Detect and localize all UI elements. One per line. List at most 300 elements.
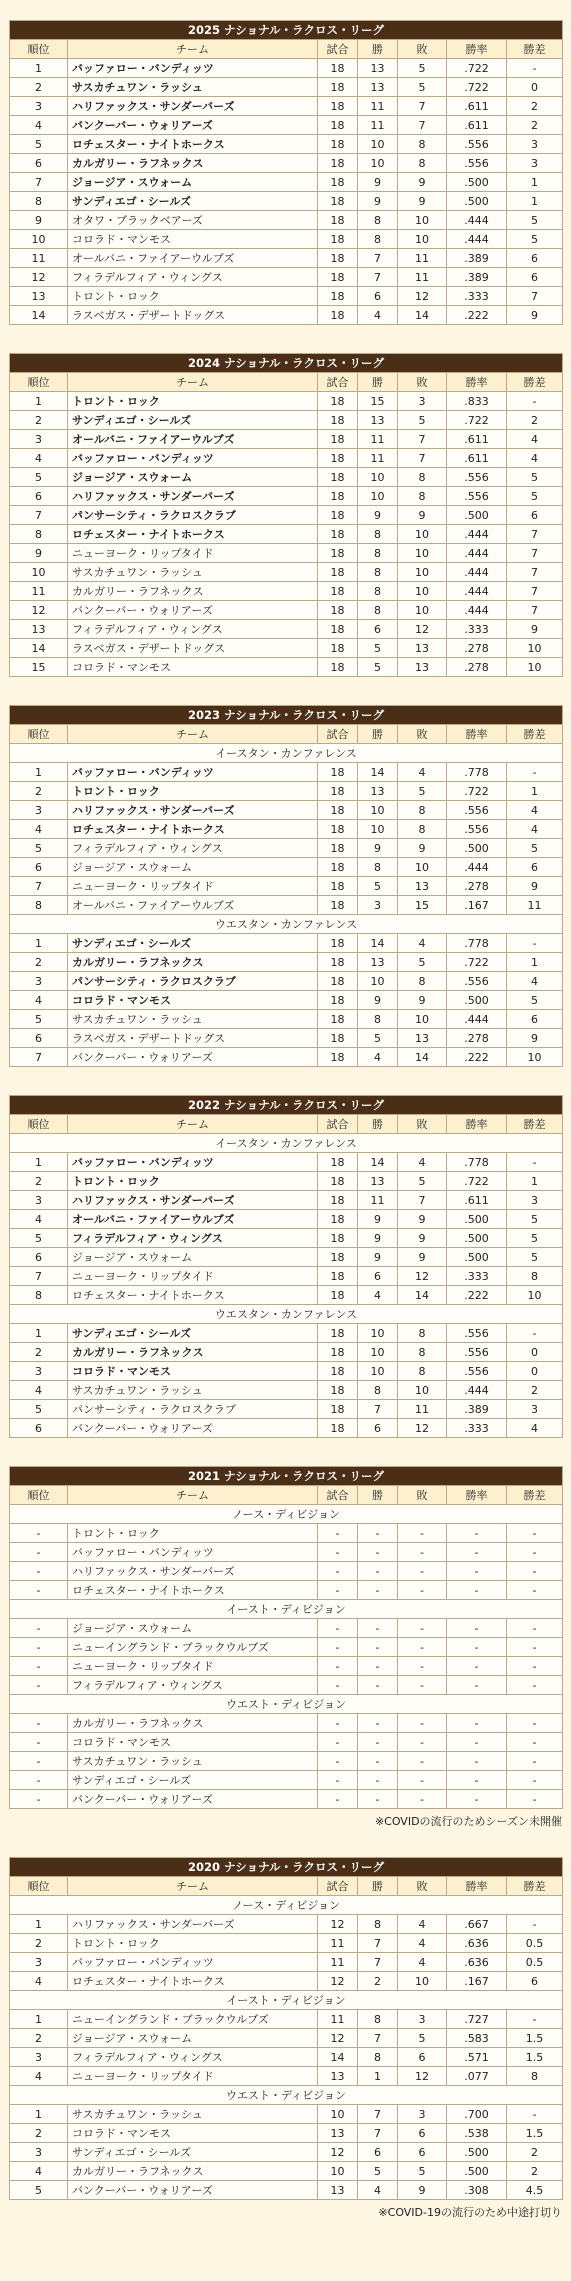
season-title-row xyxy=(10,706,563,725)
column-header-losses: 敗 xyxy=(398,725,447,744)
wins-cell: 7 xyxy=(358,2105,398,2124)
games-behind-cell: 4 xyxy=(507,1419,563,1438)
games-behind-cell: 5 xyxy=(507,1248,563,1267)
games-behind-cell: 7 xyxy=(507,287,563,306)
losses-cell: 3 xyxy=(398,2010,447,2029)
losses-cell: 7 xyxy=(398,116,447,135)
pct-cell: .722 xyxy=(447,782,507,801)
games-behind-cell: 5 xyxy=(507,839,563,858)
wins-cell: 7 xyxy=(358,1934,398,1953)
table-row xyxy=(10,287,563,306)
wins-cell: 8 xyxy=(358,858,398,877)
wins-cell: 13 xyxy=(358,78,398,97)
games-cell: 18 xyxy=(318,525,358,544)
table-row xyxy=(10,620,563,639)
pct-cell: .556 xyxy=(447,820,507,839)
table-row xyxy=(10,639,563,658)
conference-name: イースタン・カンファレンス xyxy=(10,1134,563,1153)
games-behind-cell: 6 xyxy=(507,506,563,525)
team-name-cell: ハリファックス・サンダーバーズ xyxy=(68,1562,318,1581)
games-cell: 18 xyxy=(318,154,358,173)
pct-cell: .077 xyxy=(447,2067,507,2086)
losses-cell: 9 xyxy=(398,1210,447,1229)
pct-cell: .444 xyxy=(447,1381,507,1400)
games-behind-cell: 3 xyxy=(507,1191,563,1210)
table-row xyxy=(10,1733,563,1752)
losses-cell: 8 xyxy=(398,468,447,487)
games-behind-cell: 0 xyxy=(507,1343,563,1362)
wins-cell: 9 xyxy=(358,839,398,858)
column-header-row xyxy=(10,1877,563,1896)
losses-cell: 7 xyxy=(398,449,447,468)
table-row xyxy=(10,934,563,953)
games-behind-cell: 1 xyxy=(507,173,563,192)
pct-cell: .500 xyxy=(447,2162,507,2181)
games-cell: - xyxy=(318,1638,358,1657)
pct-cell: .556 xyxy=(447,154,507,173)
column-header-wins: 勝 xyxy=(358,1877,398,1896)
rank-cell: 1 xyxy=(10,2010,68,2029)
pct-cell: .444 xyxy=(447,525,507,544)
games-cell: 12 xyxy=(318,2029,358,2048)
team-name-cell: カルガリー・ラフネックス xyxy=(68,953,318,972)
team-name-cell: フィラデルフィア・ウィングス xyxy=(68,1229,318,1248)
wins-cell: 9 xyxy=(358,1248,398,1267)
wins-cell: 8 xyxy=(358,1915,398,1934)
wins-cell: 11 xyxy=(358,1191,398,1210)
wins-cell: 6 xyxy=(358,620,398,639)
team-name-cell: ニューヨーク・リップタイド xyxy=(68,544,318,563)
losses-cell: 8 xyxy=(398,487,447,506)
pct-cell: - xyxy=(447,1714,507,1733)
pct-cell: .722 xyxy=(447,1172,507,1191)
rank-cell: 3 xyxy=(10,2048,68,2067)
rank-cell: 10 xyxy=(10,563,68,582)
table-row xyxy=(10,525,563,544)
rank-cell: 10 xyxy=(10,230,68,249)
rank-cell: 7 xyxy=(10,506,68,525)
team-name-cell: ジョージア・スウォーム xyxy=(68,1619,318,1638)
season-block xyxy=(9,20,571,325)
rank-cell: 14 xyxy=(10,306,68,325)
column-header-rank: 順位 xyxy=(10,725,68,744)
wins-cell: 13 xyxy=(358,59,398,78)
losses-cell: 6 xyxy=(398,2048,447,2067)
pct-cell: .222 xyxy=(447,1048,507,1067)
rank-cell: 2 xyxy=(10,1172,68,1191)
conference-name: ノース・ディビジョン xyxy=(10,1505,563,1524)
team-name-cell: カルガリー・ラフネックス xyxy=(68,582,318,601)
games-behind-cell: 0.5 xyxy=(507,1953,563,1972)
rank-cell: 4 xyxy=(10,116,68,135)
team-name-cell: ラスベガス・デザートドッグス xyxy=(68,1029,318,1048)
games-cell: 10 xyxy=(318,2162,358,2181)
games-cell: 13 xyxy=(318,2124,358,2143)
team-name-cell: コロラド・マンモス xyxy=(68,991,318,1010)
games-cell: 18 xyxy=(318,934,358,953)
pct-cell: .444 xyxy=(447,563,507,582)
losses-cell: 9 xyxy=(398,839,447,858)
pct-cell: .700 xyxy=(447,2105,507,2124)
pct-cell: .389 xyxy=(447,249,507,268)
team-name-cell: ロチェスター・ナイトホークス xyxy=(68,1581,318,1600)
team-name-cell: ニューイングランド・ブラックウルブズ xyxy=(68,1638,318,1657)
wins-cell: - xyxy=(358,1581,398,1600)
games-cell: 18 xyxy=(318,601,358,620)
losses-cell: 10 xyxy=(398,563,447,582)
wins-cell: 6 xyxy=(358,1267,398,1286)
games-cell: 18 xyxy=(318,858,358,877)
games-cell: - xyxy=(318,1543,358,1562)
table-row xyxy=(10,544,563,563)
rank-cell: 6 xyxy=(10,1419,68,1438)
rank-cell: 2 xyxy=(10,1934,68,1953)
table-row xyxy=(10,877,563,896)
games-behind-cell: 3 xyxy=(507,135,563,154)
table-row xyxy=(10,1048,563,1067)
pct-cell: .556 xyxy=(447,468,507,487)
column-header-wins: 勝 xyxy=(358,40,398,59)
games-cell: 12 xyxy=(318,1972,358,1991)
wins-cell: 10 xyxy=(358,135,398,154)
losses-cell: - xyxy=(398,1771,447,1790)
games-cell: 18 xyxy=(318,820,358,839)
rank-cell: 3 xyxy=(10,1953,68,1972)
season-title: 2021 ナショナル・ラクロス・リーグ xyxy=(10,1467,563,1486)
games-cell: 18 xyxy=(318,839,358,858)
losses-cell: 5 xyxy=(398,2029,447,2048)
team-name-cell: バンクーバー・ウォリアーズ xyxy=(68,601,318,620)
column-header-games: 試合 xyxy=(318,40,358,59)
games-behind-cell: - xyxy=(507,2105,563,2124)
team-name-cell: ニューヨーク・リップタイド xyxy=(68,2067,318,2086)
games-cell: 18 xyxy=(318,287,358,306)
games-behind-cell: 4 xyxy=(507,449,563,468)
season-title-row xyxy=(10,1858,563,1877)
games-cell: 18 xyxy=(318,468,358,487)
losses-cell: 8 xyxy=(398,1324,447,1343)
rank-cell: 13 xyxy=(10,620,68,639)
team-name-cell: コロラド・マンモス xyxy=(68,658,318,677)
table-row xyxy=(10,801,563,820)
wins-cell: 10 xyxy=(358,801,398,820)
team-name-cell: ジョージア・スウォーム xyxy=(68,173,318,192)
games-behind-cell: - xyxy=(507,59,563,78)
losses-cell: 13 xyxy=(398,877,447,896)
wins-cell: - xyxy=(358,1619,398,1638)
wins-cell: - xyxy=(358,1562,398,1581)
losses-cell: 12 xyxy=(398,1267,447,1286)
team-name-cell: ジョージア・スウォーム xyxy=(68,468,318,487)
games-cell: 18 xyxy=(318,230,358,249)
games-cell: 18 xyxy=(318,1229,358,1248)
team-name-cell: ロチェスター・ナイトホークス xyxy=(68,525,318,544)
losses-cell: 10 xyxy=(398,1972,447,1991)
team-name-cell: ハリファックス・サンダーバーズ xyxy=(68,487,318,506)
table-row xyxy=(10,392,563,411)
wins-cell: - xyxy=(358,1733,398,1752)
losses-cell: 10 xyxy=(398,525,447,544)
games-behind-cell: 7 xyxy=(507,563,563,582)
wins-cell: 8 xyxy=(358,2048,398,2067)
losses-cell: - xyxy=(398,1657,447,1676)
pct-cell: .583 xyxy=(447,2029,507,2048)
pct-cell: - xyxy=(447,1543,507,1562)
losses-cell: 10 xyxy=(398,1381,447,1400)
losses-cell: 4 xyxy=(398,1153,447,1172)
games-cell: 18 xyxy=(318,306,358,325)
wins-cell: 5 xyxy=(358,1029,398,1048)
pct-cell: .556 xyxy=(447,801,507,820)
conference-row xyxy=(10,1134,563,1153)
games-cell: 18 xyxy=(318,411,358,430)
rank-cell: 3 xyxy=(10,1191,68,1210)
rank-cell: 3 xyxy=(10,2143,68,2162)
rank-cell: 13 xyxy=(10,287,68,306)
rank-cell: - xyxy=(10,1581,68,1600)
table-row xyxy=(10,173,563,192)
table-row xyxy=(10,782,563,801)
games-cell: 18 xyxy=(318,268,358,287)
column-header-pct: 勝率 xyxy=(447,40,507,59)
rank-cell: 11 xyxy=(10,249,68,268)
wins-cell: 6 xyxy=(358,1419,398,1438)
wins-cell: 8 xyxy=(358,1010,398,1029)
rank-cell: 3 xyxy=(10,430,68,449)
table-row xyxy=(10,1191,563,1210)
losses-cell: 14 xyxy=(398,306,447,325)
pct-cell: .778 xyxy=(447,934,507,953)
team-name-cell: コロラド・マンモス xyxy=(68,2124,318,2143)
pct-cell: .308 xyxy=(447,2181,507,2200)
table-row xyxy=(10,1343,563,1362)
column-header-gb: 勝差 xyxy=(507,1486,563,1505)
table-row xyxy=(10,1324,563,1343)
games-behind-cell: 5 xyxy=(507,468,563,487)
column-header-losses: 敗 xyxy=(398,40,447,59)
team-name-cell: フィラデルフィア・ウィングス xyxy=(68,2048,318,2067)
pct-cell: .556 xyxy=(447,487,507,506)
table-row xyxy=(10,1524,563,1543)
losses-cell: 12 xyxy=(398,1419,447,1438)
column-header-games: 試合 xyxy=(318,373,358,392)
team-name-cell: パンサーシティ・ラクロスクラブ xyxy=(68,972,318,991)
team-name-cell: オールバニ・ファイアーウルブズ xyxy=(68,896,318,915)
wins-cell: 11 xyxy=(358,430,398,449)
pct-cell: .278 xyxy=(447,877,507,896)
losses-cell: - xyxy=(398,1733,447,1752)
pct-cell: .500 xyxy=(447,2143,507,2162)
games-cell: 18 xyxy=(318,1029,358,1048)
losses-cell: 11 xyxy=(398,1400,447,1419)
conference-name: イースト・ディビジョン xyxy=(10,1600,563,1619)
games-behind-cell: - xyxy=(507,1562,563,1581)
pct-cell: - xyxy=(447,1524,507,1543)
table-row xyxy=(10,1934,563,1953)
pct-cell: .333 xyxy=(447,287,507,306)
team-name-cell: バンクーバー・ウォリアーズ xyxy=(68,1419,318,1438)
table-row xyxy=(10,2010,563,2029)
pct-cell: .444 xyxy=(447,211,507,230)
wins-cell: 10 xyxy=(358,468,398,487)
rank-cell: 1 xyxy=(10,59,68,78)
games-cell: 18 xyxy=(318,449,358,468)
rank-cell: 4 xyxy=(10,820,68,839)
team-name-cell: ニューイングランド・ブラックウルブズ xyxy=(68,2010,318,2029)
wins-cell: 10 xyxy=(358,487,398,506)
wins-cell: 7 xyxy=(358,2124,398,2143)
conference-row xyxy=(10,1505,563,1524)
pct-cell: .500 xyxy=(447,173,507,192)
pct-cell: .556 xyxy=(447,972,507,991)
conference-name: ウエスト・ディビジョン xyxy=(10,1695,563,1714)
wins-cell: 15 xyxy=(358,392,398,411)
games-behind-cell: 1 xyxy=(507,192,563,211)
wins-cell: 14 xyxy=(358,763,398,782)
pct-cell: .444 xyxy=(447,544,507,563)
table-row xyxy=(10,506,563,525)
pct-cell: .538 xyxy=(447,2124,507,2143)
pct-cell: .778 xyxy=(447,763,507,782)
team-name-cell: トロント・ロック xyxy=(68,392,318,411)
wins-cell: 8 xyxy=(358,525,398,544)
games-behind-cell: 2 xyxy=(507,2143,563,2162)
rank-cell: 7 xyxy=(10,1267,68,1286)
wins-cell: - xyxy=(358,1524,398,1543)
team-name-cell: サンディエゴ・シールズ xyxy=(68,192,318,211)
column-header-rank: 順位 xyxy=(10,373,68,392)
games-cell: 18 xyxy=(318,173,358,192)
games-cell: 18 xyxy=(318,544,358,563)
table-row xyxy=(10,563,563,582)
season-title-row xyxy=(10,1467,563,1486)
pct-cell: .500 xyxy=(447,991,507,1010)
column-header-losses: 敗 xyxy=(398,1486,447,1505)
column-header-gb: 勝差 xyxy=(507,373,563,392)
column-header-losses: 敗 xyxy=(398,1877,447,1896)
table-row xyxy=(10,1381,563,1400)
conference-name: イースタン・カンファレンス xyxy=(10,744,563,763)
games-behind-cell: 2 xyxy=(507,2162,563,2181)
games-cell: 18 xyxy=(318,1419,358,1438)
column-header-team: チーム xyxy=(68,40,318,59)
rank-cell: - xyxy=(10,1638,68,1657)
pct-cell: .727 xyxy=(447,2010,507,2029)
games-behind-cell: - xyxy=(507,1790,563,1809)
games-behind-cell: - xyxy=(507,1657,563,1676)
losses-cell: 4 xyxy=(398,1934,447,1953)
pct-cell: - xyxy=(447,1676,507,1695)
games-cell: 18 xyxy=(318,59,358,78)
pct-cell: .722 xyxy=(447,953,507,972)
table-row xyxy=(10,1915,563,1934)
games-cell: 18 xyxy=(318,1267,358,1286)
table-row xyxy=(10,896,563,915)
games-behind-cell: 1.5 xyxy=(507,2029,563,2048)
wins-cell: 2 xyxy=(358,1972,398,1991)
wins-cell: 5 xyxy=(358,658,398,677)
rank-cell: 5 xyxy=(10,2181,68,2200)
conference-row xyxy=(10,2086,563,2105)
games-cell: 18 xyxy=(318,1210,358,1229)
team-name-cell: ニューヨーク・リップタイド xyxy=(68,1267,318,1286)
losses-cell: 8 xyxy=(398,972,447,991)
table-row xyxy=(10,953,563,972)
team-name-cell: トロント・ロック xyxy=(68,1524,318,1543)
losses-cell: 9 xyxy=(398,991,447,1010)
wins-cell: 7 xyxy=(358,2029,398,2048)
rank-cell: 6 xyxy=(10,154,68,173)
rank-cell: 1 xyxy=(10,763,68,782)
column-header-pct: 勝率 xyxy=(447,1486,507,1505)
games-cell: 18 xyxy=(318,116,358,135)
games-behind-cell: - xyxy=(507,1524,563,1543)
losses-cell: 10 xyxy=(398,858,447,877)
table-row xyxy=(10,192,563,211)
games-cell: 18 xyxy=(318,506,358,525)
games-behind-cell: 6 xyxy=(507,858,563,877)
team-name-cell: バンクーバー・ウォリアーズ xyxy=(68,116,318,135)
games-behind-cell: 9 xyxy=(507,877,563,896)
losses-cell: 3 xyxy=(398,392,447,411)
conference-name: ウエスト・ディビジョン xyxy=(10,2086,563,2105)
wins-cell: 4 xyxy=(358,306,398,325)
table-row xyxy=(10,1638,563,1657)
losses-cell: 8 xyxy=(398,1362,447,1381)
games-behind-cell: 8 xyxy=(507,1267,563,1286)
table-row xyxy=(10,658,563,677)
games-cell: 18 xyxy=(318,658,358,677)
pct-cell: .833 xyxy=(447,392,507,411)
team-name-cell: パンサーシティ・ラクロスクラブ xyxy=(68,506,318,525)
games-cell: 14 xyxy=(318,2048,358,2067)
rank-cell: - xyxy=(10,1790,68,1809)
pct-cell: .636 xyxy=(447,1953,507,1972)
losses-cell: 5 xyxy=(398,1172,447,1191)
wins-cell: 8 xyxy=(358,582,398,601)
column-header-games: 試合 xyxy=(318,1115,358,1134)
wins-cell: 8 xyxy=(358,1381,398,1400)
games-cell: - xyxy=(318,1562,358,1581)
rank-cell: 4 xyxy=(10,991,68,1010)
column-header-losses: 敗 xyxy=(398,1115,447,1134)
conference-name: ウエスタン・カンファレンス xyxy=(10,1305,563,1324)
table-row xyxy=(10,1362,563,1381)
pct-cell: .500 xyxy=(447,839,507,858)
pct-cell: - xyxy=(447,1657,507,1676)
pct-cell: .389 xyxy=(447,268,507,287)
team-name-cell: コロラド・マンモス xyxy=(68,1733,318,1752)
table-row xyxy=(10,2162,563,2181)
games-cell: 18 xyxy=(318,896,358,915)
wins-cell: 13 xyxy=(358,953,398,972)
pct-cell: .611 xyxy=(447,97,507,116)
team-name-cell: ジョージア・スウォーム xyxy=(68,1248,318,1267)
column-header-losses: 敗 xyxy=(398,373,447,392)
team-name-cell: カルガリー・ラフネックス xyxy=(68,154,318,173)
standings-table xyxy=(9,705,563,1067)
table-row xyxy=(10,154,563,173)
games-behind-cell: 2 xyxy=(507,116,563,135)
team-name-cell: サンディエゴ・シールズ xyxy=(68,1771,318,1790)
standings-table xyxy=(9,20,563,325)
wins-cell: 14 xyxy=(358,934,398,953)
column-header-team: チーム xyxy=(68,373,318,392)
losses-cell: 10 xyxy=(398,601,447,620)
rank-cell: - xyxy=(10,1676,68,1695)
games-behind-cell: 3 xyxy=(507,1400,563,1419)
pct-cell: - xyxy=(447,1790,507,1809)
